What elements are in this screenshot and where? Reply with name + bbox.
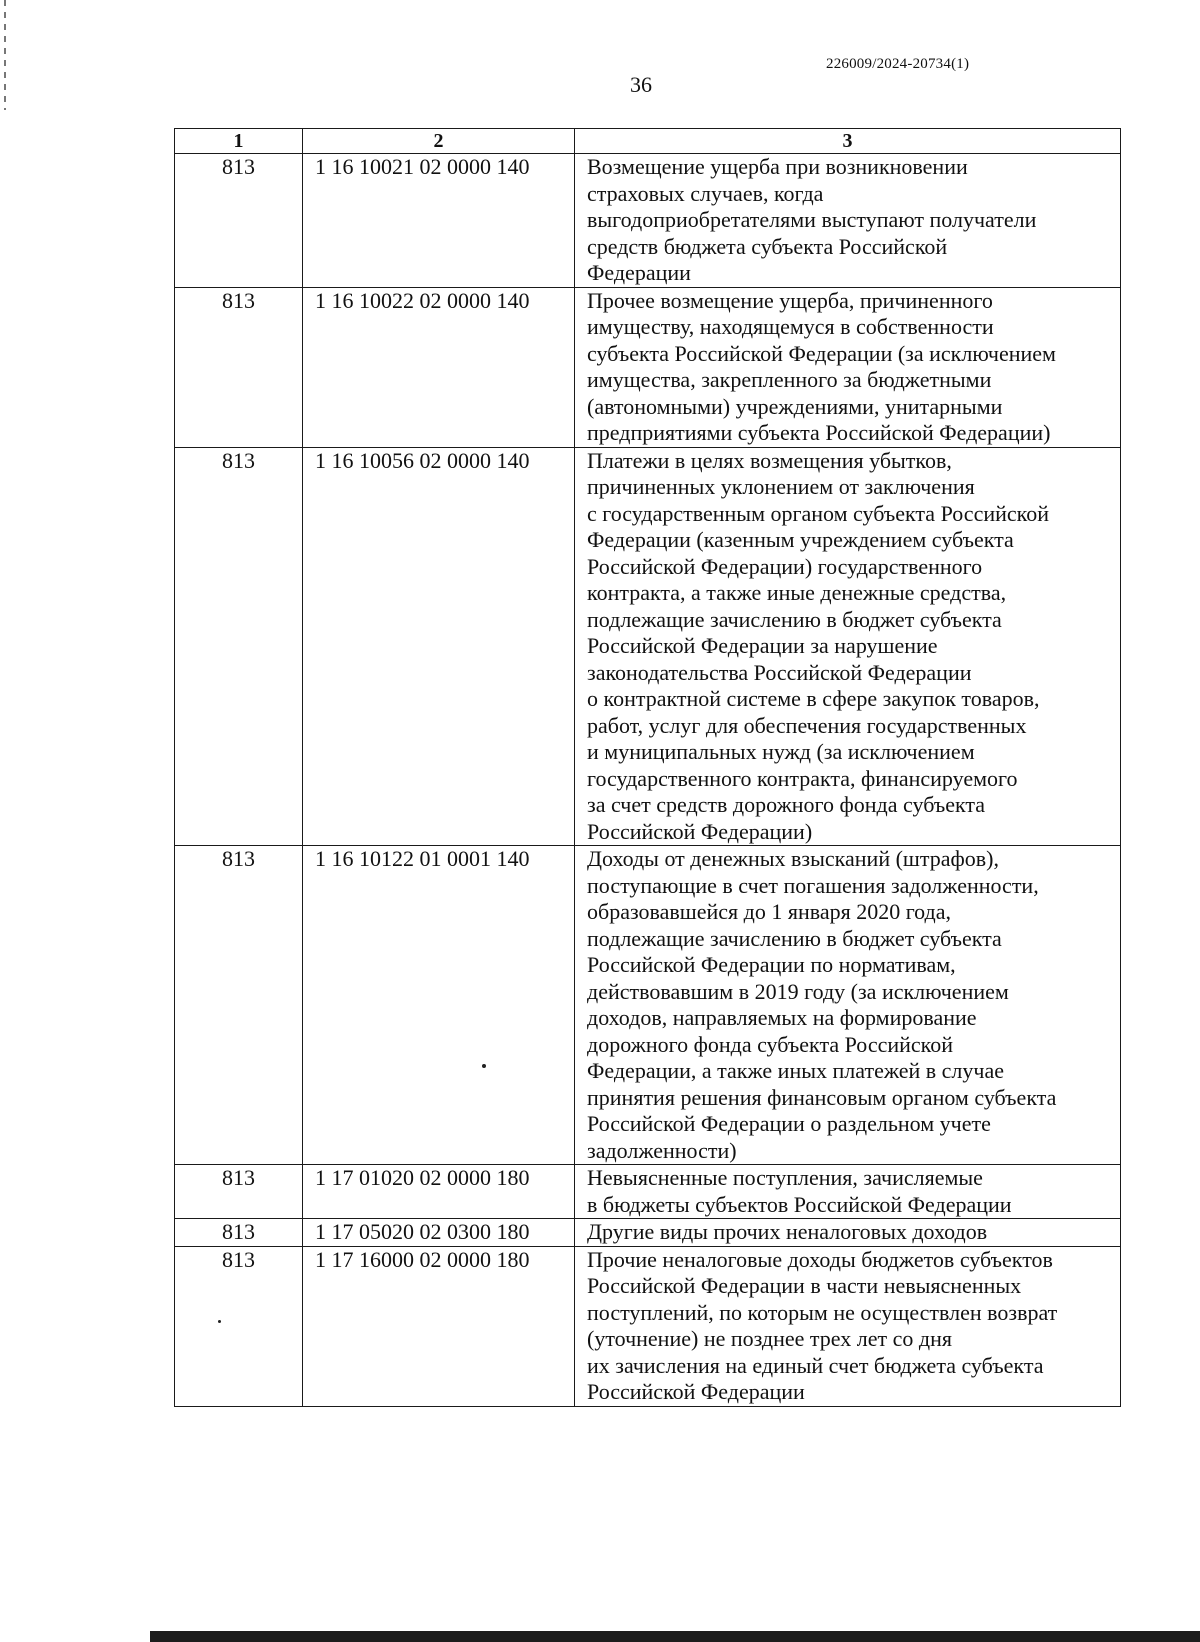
revenue-name-cell: Прочие неналоговые доходы бюджетов субъектов Российской Федерации в части невыясненных поступлений, по которым не осуществлен возврат (уточнение) не позднее трех лет со дня их зачисления на единый счет бюджета субъекта Российской Федерации <box>575 1246 1121 1406</box>
admin-code-cell: 813 <box>175 447 303 846</box>
revenue-name-cell: Невыясненные поступления, зачисляемые в бюджеты субъектов Российской Федерации <box>575 1165 1121 1219</box>
revenue-name-cell: Прочее возмещение ущерба, причиненного имуществу, находящемуся в собственности субъекта Российской Федерации (за исключением имущества, закрепленного за бюджетными (автономными) учреждениями, унитарными предприятиями субъекта Российской Федерации) <box>575 287 1121 447</box>
document-id: 226009/2024-20734(1) <box>826 56 970 72</box>
revenue-name-cell: Доходы от денежных взысканий (штрафов), поступающие в счет погашения задолженности, образовавшейся до 1 января 2020 года, подлежащие зачислению в бюджет субъекта Российской Федерации по нормативам, действовавшим в 2019 году (за исключением доходов, направляемых на формирование дорожного фонда субъекта Российской Федерации, а также иных платежей в случае принятия решения финансовым органом субъекта Российской Федерации о раздельном учете задолженности) <box>575 846 1121 1165</box>
revenue-name-cell: Другие виды прочих неналоговых доходов <box>575 1219 1121 1247</box>
revenue-code-cell: 1 16 10022 02 0000 140 <box>303 287 575 447</box>
revenue-name-cell: Возмещение ущерба при возникновении страховых случаев, когда выгодоприобретателями выступают получатели средств бюджета субъекта Российской Федерации <box>575 154 1121 288</box>
scan-bottom-band <box>150 1631 1200 1642</box>
revenue-name-cell: Платежи в целях возмещения убытков, причиненных уклонением от заключения с государственным органом субъекта Российской Федерации (казенным учреждением субъекта Российской Федерации) государственного контракта, а также иные денежные средства, подлежащие зачислению в бюджет субъекта Российской Федерации за нарушение законодательства Российской Федерации о контрактной системе в сфере закупок товаров, работ, услуг для обеспечения государственных и муниципальных нужд (за исключением государственного контракта, финансируемого за счет средств дорожного фонда субъекта Российской Федерации) <box>575 447 1121 846</box>
column-header-2: 2 <box>303 129 575 154</box>
table-row <box>175 846 1121 1165</box>
scan-speck <box>482 1064 486 1068</box>
table-row <box>175 287 1121 447</box>
table-row <box>175 447 1121 846</box>
table-header-row <box>175 129 1121 154</box>
admin-code-cell: 813 <box>175 154 303 288</box>
revenue-code-cell: 1 16 10056 02 0000 140 <box>303 447 575 846</box>
column-header-3: 3 <box>575 129 1121 154</box>
scan-speck <box>218 1320 221 1323</box>
revenue-code-cell: 1 17 05020 02 0300 180 <box>303 1219 575 1247</box>
scan-edge-mark <box>4 0 6 110</box>
admin-code-cell: 813 <box>175 1246 303 1406</box>
column-header-1: 1 <box>175 129 303 154</box>
revenue-code-cell: 1 16 10122 01 0001 140 <box>303 846 575 1165</box>
table-row <box>175 1246 1121 1406</box>
admin-code-cell: 813 <box>175 846 303 1165</box>
table-row <box>175 1219 1121 1247</box>
admin-code-cell: 813 <box>175 1165 303 1219</box>
revenue-code-cell: 1 17 01020 02 0000 180 <box>303 1165 575 1219</box>
page-number: 36 <box>630 72 652 97</box>
revenue-codes-table <box>174 128 1121 1407</box>
admin-code-cell: 813 <box>175 1219 303 1247</box>
table-row <box>175 1165 1121 1219</box>
table-row <box>175 154 1121 288</box>
admin-code-cell: 813 <box>175 287 303 447</box>
revenue-code-cell: 1 16 10021 02 0000 140 <box>303 154 575 288</box>
revenue-code-cell: 1 17 16000 02 0000 180 <box>303 1246 575 1406</box>
